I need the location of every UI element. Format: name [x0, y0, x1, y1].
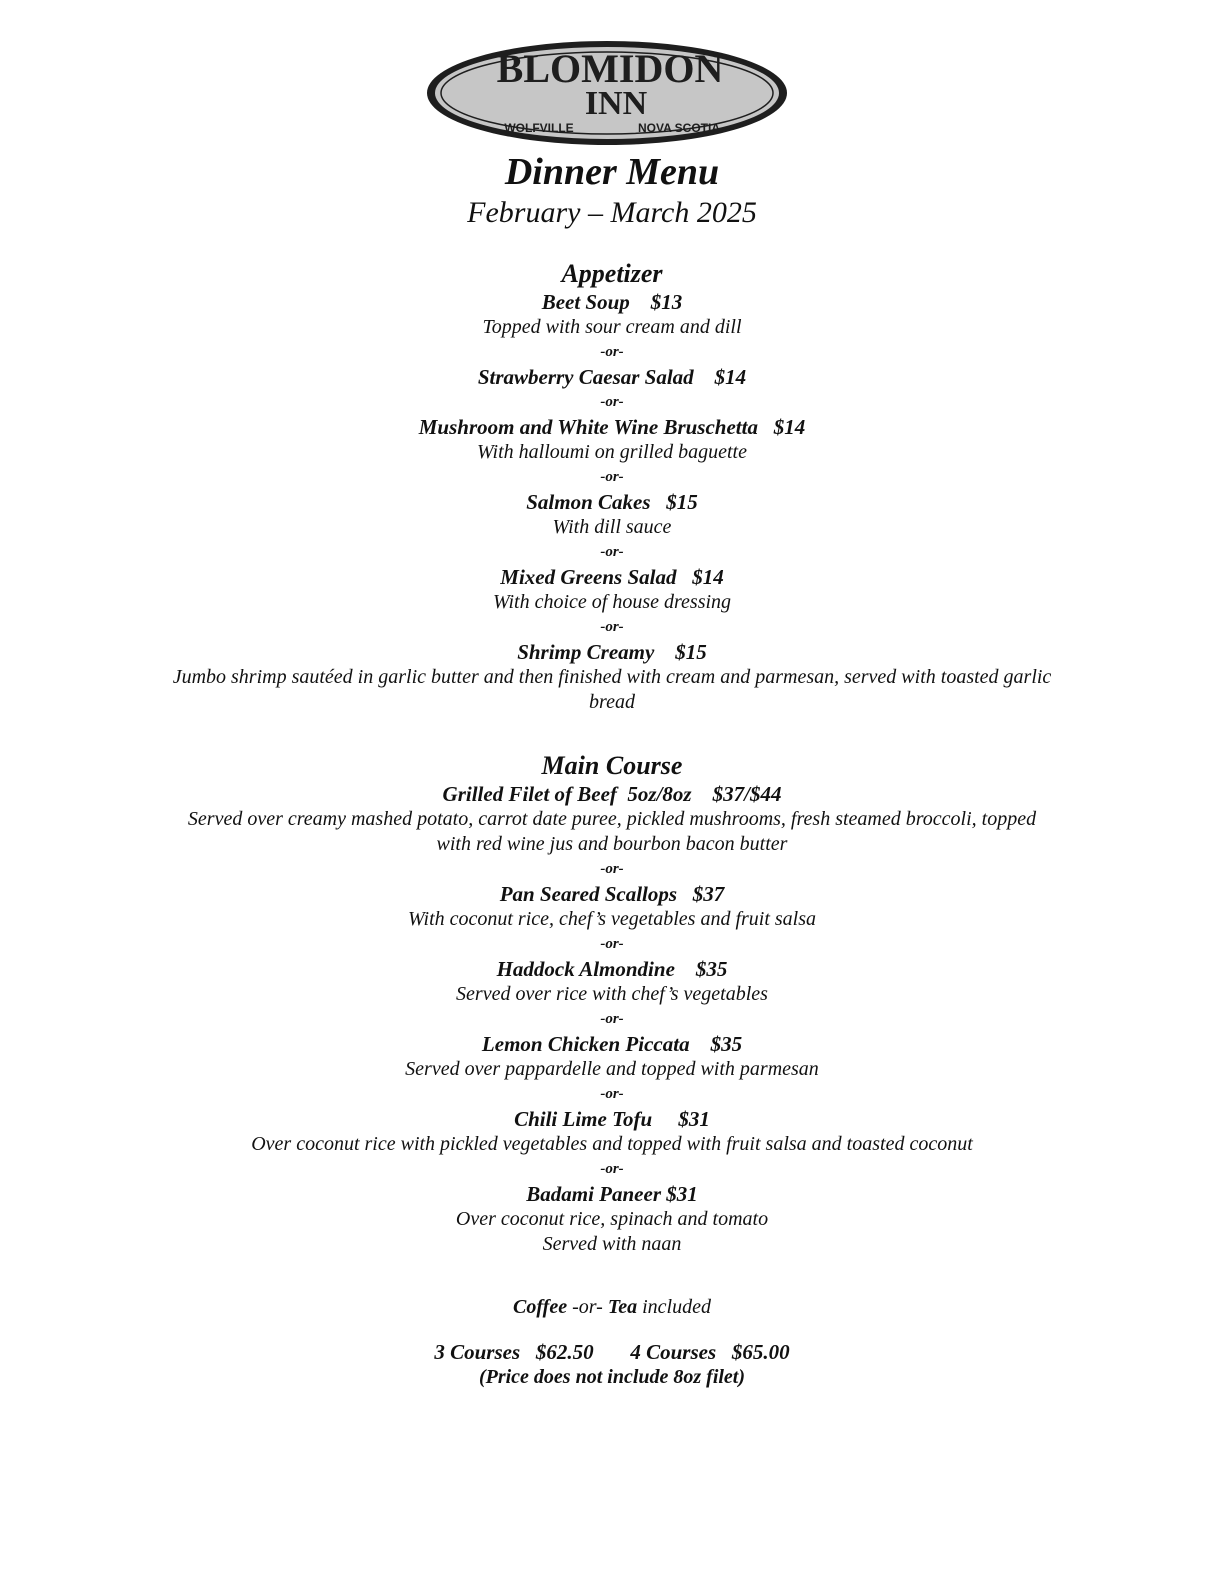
menu-item-description: With choice of house dressing	[492, 591, 732, 613]
menu-item-description: Jumbo shrimp sautéed in garlic butter and then finished with cream and parmesan, served with toasted garlic bread	[172, 666, 1052, 713]
or-separator: -or-	[600, 936, 624, 952]
or-separator: -or-	[600, 469, 624, 485]
menu-item-name: Mushroom and White Wine Bruschetta $14	[418, 415, 806, 439]
menu-item-name: Grilled Filet of Beef 5oz/8oz $37/$44	[442, 782, 782, 806]
menu-item-description: Served over rice with chef’s vegetables	[456, 983, 768, 1005]
menu-item-name: Haddock Almondine $35	[496, 957, 728, 981]
menu-item-description: Served over pappardelle and topped with parmesan	[405, 1058, 819, 1080]
main-course-heading: Main Course	[541, 751, 683, 780]
menu-item-name: Chili Lime Tofu $31	[514, 1107, 710, 1131]
svg-text:NOVA SCOTIA: NOVA SCOTIA	[637, 121, 721, 135]
or-separator: -or-	[567, 1296, 608, 1318]
coffee-label: Coffee	[513, 1296, 568, 1318]
menu-item-name: Lemon Chicken Piccata $35	[481, 1032, 743, 1056]
included-label: included	[637, 1296, 711, 1318]
blomidon-inn-logo	[424, 38, 790, 148]
or-separator: -or-	[600, 344, 624, 360]
appetizer-section	[0, 258, 1224, 715]
menu-item-name: Badami Paneer $31	[526, 1182, 698, 1206]
course-pricing	[0, 1340, 1224, 1390]
or-separator: -or-	[600, 544, 624, 560]
menu-title: Dinner Menu	[504, 151, 720, 193]
menu-item-name: Strawberry Caesar Salad $14	[477, 365, 747, 389]
main-course-section	[0, 750, 1224, 1257]
svg-text:BLOMIDON: BLOMIDON	[496, 46, 724, 91]
or-separator: -or-	[600, 394, 624, 410]
svg-text:INN: INN	[584, 85, 648, 122]
menu-item-description: Served over creamy mashed potato, carrot date puree, pickled mushrooms, fresh steamed broccoli, topped with red wine jus and bourbon bacon butter	[187, 808, 1037, 855]
appetizer-heading: Appetizer	[561, 259, 663, 288]
svg-text:WOLFVILLE: WOLFVILLE	[504, 121, 574, 135]
menu-item-description: Over coconut rice, spinach and tomato	[455, 1208, 769, 1230]
menu-item-description: Over coconut rice with pickled vegetables and topped with fruit salsa and toasted coconut	[251, 1133, 973, 1155]
or-separator: -or-	[600, 1161, 624, 1177]
price-note: (Price does not include 8oz filet)	[478, 1366, 746, 1388]
or-separator: -or-	[600, 1086, 624, 1102]
menu-item-name: Beet Soup $13	[541, 290, 683, 314]
course-prices: 3 Courses $62.50 4 Courses $65.00	[434, 1340, 790, 1364]
menu-date-range: February – March 2025	[467, 196, 757, 229]
or-separator: -or-	[600, 1011, 624, 1027]
menu-item-name: Mixed Greens Salad $14	[500, 565, 724, 589]
menu-item-name: Shrimp Creamy $15	[517, 640, 707, 664]
menu-item-description: With dill sauce	[552, 516, 672, 538]
tea-label: Tea	[607, 1296, 638, 1318]
menu-item-description: With coconut rice, chef’s vegetables and fruit salsa	[407, 908, 817, 930]
menu-item-description: Served with naan	[542, 1233, 682, 1255]
menu-item-description: Topped with sour cream and dill	[482, 316, 742, 338]
beverage-note	[0, 1295, 1224, 1320]
menu-item-description: With halloumi on grilled baguette	[477, 441, 747, 463]
or-separator: -or-	[600, 861, 624, 877]
or-separator: -or-	[600, 619, 624, 635]
menu-item-name: Salmon Cakes $15	[526, 490, 698, 514]
menu-item-name: Pan Seared Scallops $37	[499, 882, 725, 906]
